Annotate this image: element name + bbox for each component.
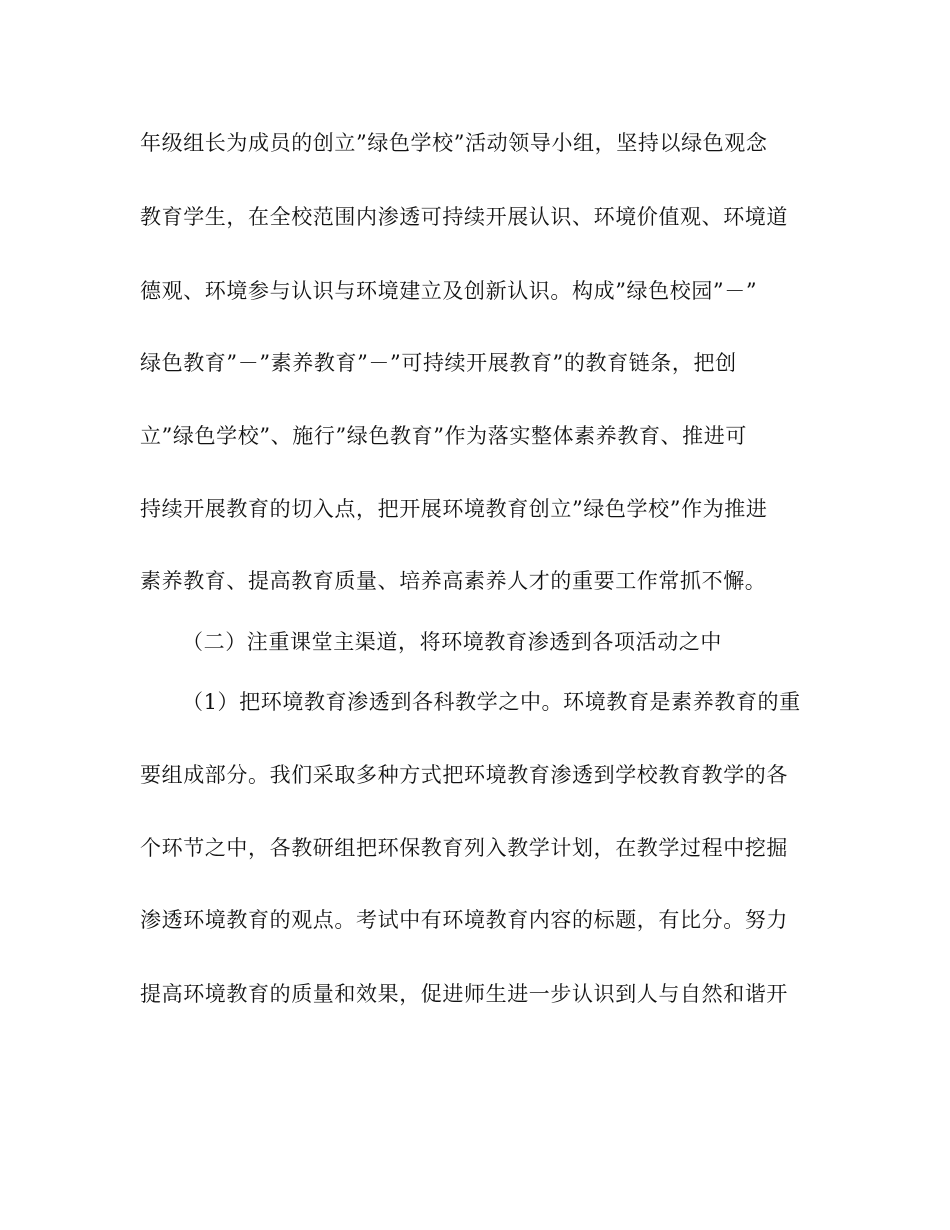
text-line: 要组成部分。我们采取多种方式把环境教育渗透到学校教育教学的各	[140, 763, 788, 787]
section-heading: （二）注重课堂主渠道，将环境教育渗透到各项活动之中	[182, 630, 722, 654]
text-line: 年级组长为成员的创立”绿色学校”活动领导小组，坚持以绿色观念	[140, 131, 768, 155]
text-line: 提高环境教育的质量和效果，促进师生进一步认识到人与自然和谐开	[140, 982, 788, 1006]
text-line: （1）把环境教育渗透到各科教学之中。环境教育是素养教育的重	[182, 690, 801, 714]
text-line: 立”绿色学校”、施行”绿色教育”作为落实整体素养教育、推进可	[140, 424, 747, 448]
text-line: 教育学生，在全校范围内渗透可持续开展认识、环境价值观、环境道	[140, 205, 788, 229]
text-line: 个环节之中，各教研组把环保教育列入教学计划，在教学过程中挖掘	[140, 836, 788, 860]
text-line: 德观、环境参与认识与环境建立及创新认识。构成”绿色校园”－”	[140, 279, 758, 303]
text-line: 渗透环境教育的观点。考试中有环境教育内容的标题，有比分。努力	[140, 908, 788, 932]
text-line: 持续开展教育的切入点，把开展环境教育创立”绿色学校”作为推进	[140, 497, 768, 521]
text-line: 素养教育、提高教育质量、培养高素养人才的重要工作常抓不懈。	[140, 569, 767, 593]
text-line: 绿色教育”－”素养教育”－”可持续开展教育”的教育链条，把创	[140, 351, 737, 375]
